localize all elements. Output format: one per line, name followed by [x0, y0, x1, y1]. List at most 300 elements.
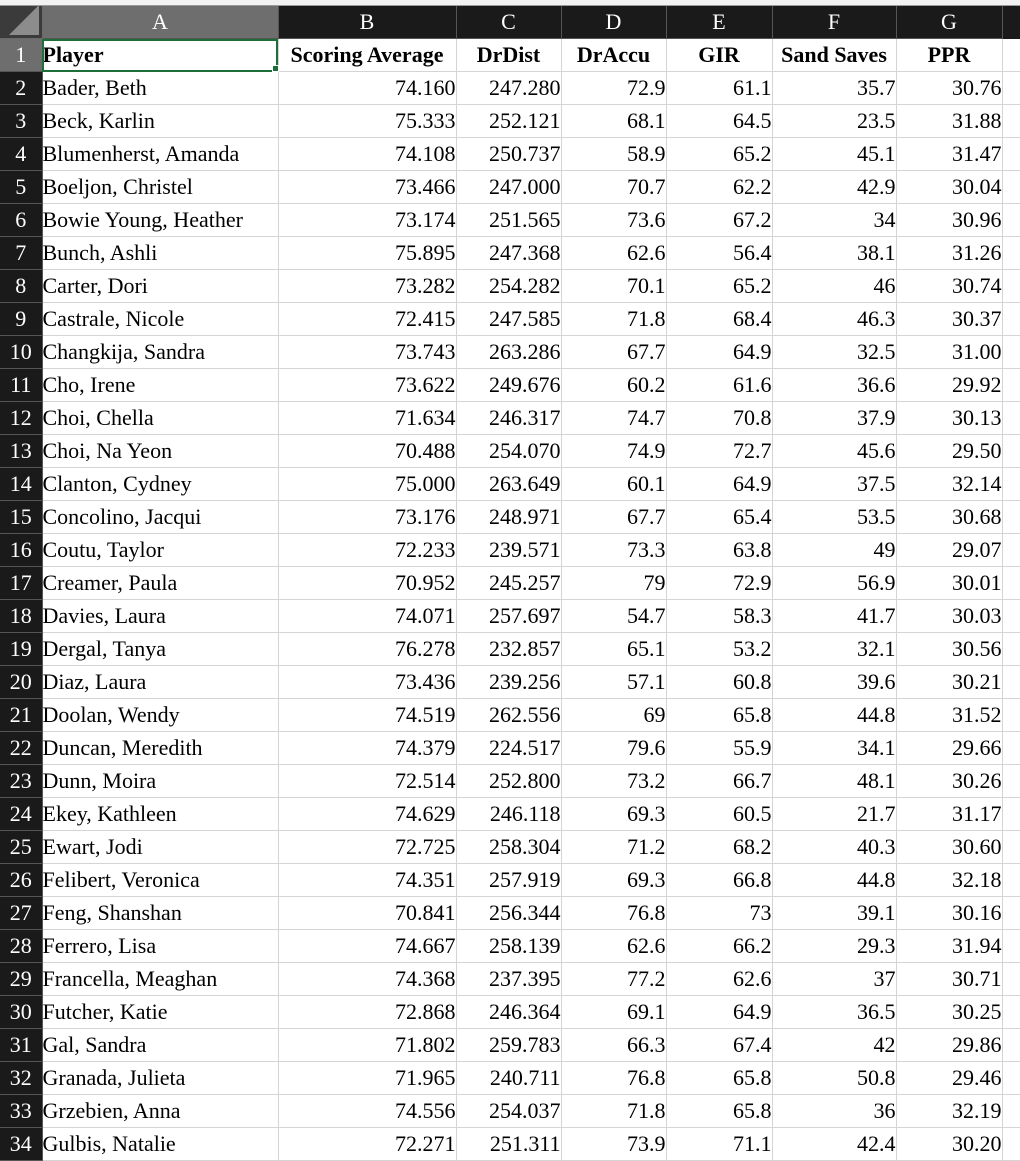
numeric-cell[interactable]: 75.333 [278, 105, 456, 138]
numeric-cell[interactable]: 60.1 [561, 468, 666, 501]
player-name-cell[interactable]: Davies, Laura [42, 600, 278, 633]
numeric-cell[interactable]: 53.5 [772, 501, 896, 534]
numeric-cell[interactable]: 263.286 [456, 336, 561, 369]
numeric-cell[interactable]: 259.783 [456, 1029, 561, 1062]
player-name-cell[interactable]: Castrale, Nicole [42, 303, 278, 336]
numeric-cell[interactable]: 74.108 [278, 138, 456, 171]
numeric-cell[interactable]: 246.118 [456, 798, 561, 831]
numeric-cell[interactable]: 21.7 [772, 798, 896, 831]
player-name-cell[interactable]: Gal, Sandra [42, 1029, 278, 1062]
numeric-cell[interactable]: 32.19 [896, 1095, 1002, 1128]
numeric-cell[interactable]: 73.9 [561, 1128, 666, 1161]
column-header-g[interactable]: G [896, 6, 1002, 39]
numeric-cell[interactable]: 72.9 [666, 567, 772, 600]
player-name-cell[interactable]: Futcher, Katie [42, 996, 278, 1029]
numeric-cell[interactable]: 65.2 [666, 270, 772, 303]
player-name-cell[interactable]: Beck, Karlin [42, 105, 278, 138]
numeric-cell[interactable]: 37.5 [772, 468, 896, 501]
row-header[interactable]: 26 [0, 864, 42, 897]
numeric-cell[interactable]: 73.622 [278, 369, 456, 402]
fill-handle[interactable] [272, 65, 279, 72]
numeric-cell[interactable]: 72.725 [278, 831, 456, 864]
player-name-cell[interactable]: Cho, Irene [42, 369, 278, 402]
numeric-cell[interactable]: 29.92 [896, 369, 1002, 402]
numeric-cell[interactable]: 249.676 [456, 369, 561, 402]
player-name-cell[interactable]: Ewart, Jodi [42, 831, 278, 864]
player-name-cell[interactable]: Felibert, Veronica [42, 864, 278, 897]
numeric-cell[interactable]: 31.26 [896, 237, 1002, 270]
player-name-cell[interactable]: Gulbis, Natalie [42, 1128, 278, 1161]
numeric-cell[interactable]: 66.2 [666, 930, 772, 963]
numeric-cell[interactable]: 256.344 [456, 897, 561, 930]
filler-cell [1002, 600, 1020, 633]
numeric-cell[interactable]: 64.5 [666, 105, 772, 138]
numeric-cell[interactable]: 30.74 [896, 270, 1002, 303]
numeric-cell[interactable]: 55.9 [666, 732, 772, 765]
numeric-cell[interactable]: 65.4 [666, 501, 772, 534]
numeric-cell[interactable]: 68.4 [666, 303, 772, 336]
numeric-cell[interactable]: 30.01 [896, 567, 1002, 600]
numeric-cell[interactable]: 39.6 [772, 666, 896, 699]
player-name-cell[interactable]: Changkija, Sandra [42, 336, 278, 369]
numeric-cell[interactable]: 69.3 [561, 798, 666, 831]
numeric-cell[interactable]: 42 [772, 1029, 896, 1062]
player-name-cell[interactable]: Bowie Young, Heather [42, 204, 278, 237]
row-header[interactable]: 22 [0, 732, 42, 765]
numeric-cell[interactable]: 44.8 [772, 864, 896, 897]
header-cell[interactable] [278, 39, 456, 72]
numeric-cell[interactable]: 46.3 [772, 303, 896, 336]
numeric-cell[interactable]: 56.9 [772, 567, 896, 600]
numeric-cell[interactable]: 30.60 [896, 831, 1002, 864]
numeric-cell[interactable]: 247.368 [456, 237, 561, 270]
numeric-cell[interactable]: 31.47 [896, 138, 1002, 171]
row-header[interactable]: 11 [0, 369, 42, 402]
row-header[interactable]: 9 [0, 303, 42, 336]
row-header[interactable]: 29 [0, 963, 42, 996]
filler-cell [1002, 1095, 1020, 1128]
column-header-e[interactable]: E [666, 6, 772, 39]
header-cell[interactable] [561, 39, 666, 72]
row-header[interactable]: 18 [0, 600, 42, 633]
numeric-cell[interactable]: 32.18 [896, 864, 1002, 897]
numeric-cell[interactable]: 254.282 [456, 270, 561, 303]
numeric-cell[interactable]: 71.2 [561, 831, 666, 864]
player-name-cell[interactable]: Francella, Meaghan [42, 963, 278, 996]
numeric-cell[interactable]: 38.1 [772, 237, 896, 270]
numeric-cell[interactable]: 60.2 [561, 369, 666, 402]
numeric-cell[interactable]: 250.737 [456, 138, 561, 171]
column-header-b[interactable]: B [278, 6, 456, 39]
numeric-cell[interactable]: 237.395 [456, 963, 561, 996]
row-header[interactable]: 28 [0, 930, 42, 963]
row-header[interactable]: 33 [0, 1095, 42, 1128]
numeric-cell[interactable]: 245.257 [456, 567, 561, 600]
numeric-cell[interactable]: 232.857 [456, 633, 561, 666]
numeric-cell[interactable]: 74.160 [278, 72, 456, 105]
row-header[interactable]: 3 [0, 105, 42, 138]
numeric-cell[interactable]: 247.280 [456, 72, 561, 105]
numeric-cell[interactable]: 72.271 [278, 1128, 456, 1161]
numeric-cell[interactable]: 257.919 [456, 864, 561, 897]
numeric-cell[interactable]: 31.88 [896, 105, 1002, 138]
player-name-cell[interactable]: Concolino, Jacqui [42, 501, 278, 534]
row-header[interactable]: 14 [0, 468, 42, 501]
numeric-cell[interactable]: 251.565 [456, 204, 561, 237]
filler-cell [1002, 930, 1020, 963]
numeric-cell[interactable]: 74.351 [278, 864, 456, 897]
table-row [0, 468, 1020, 501]
numeric-cell[interactable]: 30.04 [896, 171, 1002, 204]
numeric-cell[interactable]: 75.895 [278, 237, 456, 270]
numeric-cell[interactable]: 74.667 [278, 930, 456, 963]
column-header-d[interactable]: D [561, 6, 666, 39]
header-cell[interactable] [896, 39, 1002, 72]
table-row [0, 699, 1020, 732]
numeric-cell[interactable]: 30.76 [896, 72, 1002, 105]
row-header[interactable]: 19 [0, 633, 42, 666]
numeric-cell[interactable]: 73.466 [278, 171, 456, 204]
numeric-cell[interactable]: 29.46 [896, 1062, 1002, 1095]
numeric-cell[interactable]: 50.8 [772, 1062, 896, 1095]
numeric-cell[interactable]: 70.952 [278, 567, 456, 600]
numeric-cell[interactable]: 65.1 [561, 633, 666, 666]
row-header[interactable]: 27 [0, 897, 42, 930]
numeric-cell[interactable]: 73.3 [561, 534, 666, 567]
numeric-cell[interactable]: 48.1 [772, 765, 896, 798]
numeric-cell[interactable]: 61.1 [666, 72, 772, 105]
table-row [0, 534, 1020, 567]
player-name-cell[interactable]: Diaz, Laura [42, 666, 278, 699]
numeric-cell[interactable]: 254.037 [456, 1095, 561, 1128]
numeric-cell[interactable]: 72.233 [278, 534, 456, 567]
numeric-cell[interactable]: 246.364 [456, 996, 561, 1029]
row-header[interactable]: 23 [0, 765, 42, 798]
active-cell[interactable] [42, 39, 278, 72]
numeric-cell[interactable]: 67.7 [561, 501, 666, 534]
numeric-cell[interactable]: 71.965 [278, 1062, 456, 1095]
header-cell-text: Scoring Average [290, 42, 444, 67]
numeric-cell[interactable]: 70.488 [278, 435, 456, 468]
player-name-cell[interactable]: Ekey, Kathleen [42, 798, 278, 831]
filler-cell [1002, 204, 1020, 237]
row-header[interactable]: 15 [0, 501, 42, 534]
numeric-cell[interactable]: 67.4 [666, 1029, 772, 1062]
filler-cell [1002, 105, 1020, 138]
numeric-cell[interactable]: 36.6 [772, 369, 896, 402]
numeric-cell[interactable]: 77.2 [561, 963, 666, 996]
row-header[interactable]: 4 [0, 138, 42, 171]
numeric-cell[interactable]: 70.7 [561, 171, 666, 204]
numeric-cell[interactable]: 42.9 [772, 171, 896, 204]
numeric-cell[interactable]: 31.94 [896, 930, 1002, 963]
numeric-cell[interactable]: 73.176 [278, 501, 456, 534]
numeric-cell[interactable]: 66.7 [666, 765, 772, 798]
numeric-cell[interactable]: 29.86 [896, 1029, 1002, 1062]
header-cell[interactable] [666, 39, 772, 72]
numeric-cell[interactable]: 65.8 [666, 1095, 772, 1128]
player-name-cell[interactable]: Bader, Beth [42, 72, 278, 105]
numeric-cell[interactable]: 70.841 [278, 897, 456, 930]
numeric-cell[interactable]: 69.1 [561, 996, 666, 1029]
numeric-cell[interactable]: 246.317 [456, 402, 561, 435]
numeric-cell[interactable]: 32.14 [896, 468, 1002, 501]
numeric-cell[interactable]: 71.802 [278, 1029, 456, 1062]
numeric-cell[interactable]: 66.3 [561, 1029, 666, 1062]
column-header-c[interactable]: C [456, 6, 561, 39]
numeric-cell[interactable]: 79.6 [561, 732, 666, 765]
numeric-cell[interactable]: 44.8 [772, 699, 896, 732]
table-row [0, 666, 1020, 699]
numeric-cell[interactable]: 68.2 [666, 831, 772, 864]
numeric-cell[interactable]: 74.9 [561, 435, 666, 468]
row-header[interactable]: 17 [0, 567, 42, 600]
numeric-cell[interactable]: 252.800 [456, 765, 561, 798]
numeric-cell[interactable]: 74.379 [278, 732, 456, 765]
numeric-cell[interactable]: 71.8 [561, 1095, 666, 1128]
numeric-cell[interactable]: 58.9 [561, 138, 666, 171]
header-cell-text: PPR [927, 42, 971, 67]
row-header[interactable]: 31 [0, 1029, 42, 1062]
numeric-cell[interactable]: 41.7 [772, 600, 896, 633]
numeric-cell[interactable]: 31.00 [896, 336, 1002, 369]
numeric-cell[interactable]: 61.6 [666, 369, 772, 402]
numeric-cell[interactable]: 42.4 [772, 1128, 896, 1161]
numeric-cell[interactable]: 29.3 [772, 930, 896, 963]
numeric-cell[interactable]: 247.000 [456, 171, 561, 204]
numeric-cell[interactable]: 263.649 [456, 468, 561, 501]
player-name-cell[interactable]: Creamer, Paula [42, 567, 278, 600]
row-header[interactable]: 32 [0, 1062, 42, 1095]
numeric-cell[interactable]: 34.1 [772, 732, 896, 765]
numeric-cell[interactable]: 224.517 [456, 732, 561, 765]
numeric-cell[interactable]: 240.711 [456, 1062, 561, 1095]
numeric-cell[interactable]: 71.8 [561, 303, 666, 336]
numeric-cell[interactable]: 30.25 [896, 996, 1002, 1029]
numeric-cell[interactable]: 67.2 [666, 204, 772, 237]
row-header[interactable]: 6 [0, 204, 42, 237]
row-header[interactable]: 5 [0, 171, 42, 204]
numeric-cell[interactable]: 37.9 [772, 402, 896, 435]
row-header[interactable]: 30 [0, 996, 42, 1029]
row-header[interactable]: 24 [0, 798, 42, 831]
numeric-cell[interactable]: 76.278 [278, 633, 456, 666]
row-header[interactable]: 16 [0, 534, 42, 567]
numeric-cell[interactable]: 40.3 [772, 831, 896, 864]
player-name-cell[interactable]: Carter, Dori [42, 270, 278, 303]
numeric-cell[interactable]: 72.868 [278, 996, 456, 1029]
numeric-cell[interactable]: 49 [772, 534, 896, 567]
numeric-cell[interactable]: 65.8 [666, 699, 772, 732]
player-name-cell[interactable]: Dergal, Tanya [42, 633, 278, 666]
numeric-cell[interactable]: 62.6 [561, 930, 666, 963]
numeric-cell[interactable]: 30.26 [896, 765, 1002, 798]
numeric-cell[interactable]: 53.2 [666, 633, 772, 666]
player-name-cell[interactable]: Doolan, Wendy [42, 699, 278, 732]
numeric-cell[interactable]: 45.6 [772, 435, 896, 468]
numeric-cell[interactable]: 70.1 [561, 270, 666, 303]
numeric-cell[interactable]: 69.3 [561, 864, 666, 897]
numeric-cell[interactable]: 31.52 [896, 699, 1002, 732]
player-name-cell[interactable]: Duncan, Meredith [42, 732, 278, 765]
numeric-cell[interactable]: 70.8 [666, 402, 772, 435]
numeric-cell[interactable]: 35.7 [772, 72, 896, 105]
numeric-cell[interactable]: 76.8 [561, 897, 666, 930]
filler-cell [1002, 798, 1020, 831]
numeric-cell[interactable]: 74.629 [278, 798, 456, 831]
numeric-cell[interactable]: 39.1 [772, 897, 896, 930]
numeric-cell[interactable]: 32.1 [772, 633, 896, 666]
numeric-cell[interactable]: 72.7 [666, 435, 772, 468]
numeric-cell[interactable]: 34 [772, 204, 896, 237]
numeric-cell[interactable]: 68.1 [561, 105, 666, 138]
player-name-cell[interactable]: Ferrero, Lisa [42, 930, 278, 963]
numeric-cell[interactable]: 64.9 [666, 468, 772, 501]
numeric-cell[interactable]: 60.5 [666, 798, 772, 831]
row-header[interactable]: 34 [0, 1128, 42, 1161]
numeric-cell[interactable]: 32.5 [772, 336, 896, 369]
numeric-cell[interactable]: 73.436 [278, 666, 456, 699]
row-header[interactable]: 13 [0, 435, 42, 468]
numeric-cell[interactable]: 72.415 [278, 303, 456, 336]
filler-cell [1002, 633, 1020, 666]
numeric-cell[interactable]: 71.634 [278, 402, 456, 435]
row-header[interactable]: 1 [0, 39, 42, 72]
numeric-cell[interactable]: 73.6 [561, 204, 666, 237]
numeric-cell[interactable]: 31.17 [896, 798, 1002, 831]
player-name-cell[interactable]: Blumenherst, Amanda [42, 138, 278, 171]
numeric-cell[interactable]: 58.3 [666, 600, 772, 633]
header-cell[interactable] [456, 39, 561, 72]
spreadsheet-grid [0, 6, 1020, 1161]
numeric-cell[interactable]: 56.4 [666, 237, 772, 270]
numeric-cell[interactable]: 65.2 [666, 138, 772, 171]
player-name-cell[interactable]: Bunch, Ashli [42, 237, 278, 270]
numeric-cell[interactable]: 30.96 [896, 204, 1002, 237]
numeric-cell[interactable]: 64.9 [666, 996, 772, 1029]
numeric-cell[interactable]: 36.5 [772, 996, 896, 1029]
numeric-cell[interactable]: 74.368 [278, 963, 456, 996]
grid-body [0, 39, 1020, 1161]
player-name-cell[interactable]: Feng, Shanshan [42, 897, 278, 930]
numeric-cell[interactable]: 248.971 [456, 501, 561, 534]
row-header[interactable]: 20 [0, 666, 42, 699]
player-name-cell[interactable]: Granada, Julieta [42, 1062, 278, 1095]
numeric-cell[interactable]: 30.56 [896, 633, 1002, 666]
numeric-cell[interactable]: 64.9 [666, 336, 772, 369]
filler-cell [1002, 534, 1020, 567]
row-header[interactable]: 10 [0, 336, 42, 369]
numeric-cell[interactable]: 62.2 [666, 171, 772, 204]
numeric-cell[interactable]: 62.6 [666, 963, 772, 996]
table-row [0, 567, 1020, 600]
numeric-cell[interactable]: 74.519 [278, 699, 456, 732]
numeric-cell[interactable]: 29.07 [896, 534, 1002, 567]
player-name-cell[interactable]: Grzebien, Anna [42, 1095, 278, 1128]
numeric-cell[interactable]: 30.13 [896, 402, 1002, 435]
numeric-cell[interactable]: 262.556 [456, 699, 561, 732]
column-header-f[interactable]: F [772, 6, 896, 39]
player-name-cell[interactable]: Clanton, Cydney [42, 468, 278, 501]
numeric-cell[interactable]: 69 [561, 699, 666, 732]
numeric-cell[interactable]: 258.139 [456, 930, 561, 963]
numeric-cell[interactable]: 57.1 [561, 666, 666, 699]
numeric-cell[interactable]: 72.514 [278, 765, 456, 798]
row-header[interactable]: 12 [0, 402, 42, 435]
numeric-cell[interactable]: 75.000 [278, 468, 456, 501]
player-name-cell[interactable]: Coutu, Taylor [42, 534, 278, 567]
numeric-cell[interactable]: 30.71 [896, 963, 1002, 996]
numeric-cell[interactable]: 30.37 [896, 303, 1002, 336]
numeric-cell[interactable]: 30.16 [896, 897, 1002, 930]
numeric-cell[interactable]: 74.071 [278, 600, 456, 633]
numeric-cell[interactable]: 36 [772, 1095, 896, 1128]
table-row [0, 105, 1020, 138]
row-header[interactable]: 7 [0, 237, 42, 270]
numeric-cell[interactable]: 54.7 [561, 600, 666, 633]
numeric-cell[interactable]: 30.20 [896, 1128, 1002, 1161]
numeric-cell[interactable]: 79 [561, 567, 666, 600]
numeric-cell[interactable]: 30.03 [896, 600, 1002, 633]
numeric-cell[interactable]: 74.556 [278, 1095, 456, 1128]
column-header-a[interactable]: A [42, 6, 278, 39]
numeric-cell[interactable]: 251.311 [456, 1128, 561, 1161]
numeric-cell[interactable]: 65.8 [666, 1062, 772, 1095]
numeric-cell[interactable]: 72.9 [561, 72, 666, 105]
numeric-cell[interactable]: 60.8 [666, 666, 772, 699]
numeric-cell[interactable]: 67.7 [561, 336, 666, 369]
numeric-cell[interactable]: 73 [666, 897, 772, 930]
numeric-cell[interactable]: 73.282 [278, 270, 456, 303]
numeric-cell[interactable]: 258.304 [456, 831, 561, 864]
numeric-cell[interactable]: 37 [772, 963, 896, 996]
select-all-button[interactable] [0, 6, 42, 39]
numeric-cell[interactable]: 74.7 [561, 402, 666, 435]
numeric-cell[interactable]: 257.697 [456, 600, 561, 633]
numeric-cell[interactable]: 254.070 [456, 435, 561, 468]
numeric-cell[interactable]: 247.585 [456, 303, 561, 336]
numeric-cell[interactable]: 239.256 [456, 666, 561, 699]
numeric-cell[interactable]: 66.8 [666, 864, 772, 897]
numeric-cell[interactable]: 29.66 [896, 732, 1002, 765]
numeric-cell[interactable]: 45.1 [772, 138, 896, 171]
numeric-cell[interactable]: 29.50 [896, 435, 1002, 468]
numeric-cell[interactable]: 71.1 [666, 1128, 772, 1161]
numeric-cell[interactable]: 73.743 [278, 336, 456, 369]
numeric-cell[interactable]: 239.571 [456, 534, 561, 567]
player-name-cell[interactable]: Dunn, Moira [42, 765, 278, 798]
numeric-cell[interactable]: 73.174 [278, 204, 456, 237]
numeric-cell[interactable]: 63.8 [666, 534, 772, 567]
numeric-cell[interactable]: 76.8 [561, 1062, 666, 1095]
row-header[interactable]: 8 [0, 270, 42, 303]
numeric-cell[interactable]: 73.2 [561, 765, 666, 798]
player-name-cell[interactable]: Boeljon, Christel [42, 171, 278, 204]
numeric-cell[interactable]: 23.5 [772, 105, 896, 138]
row-header[interactable]: 21 [0, 699, 42, 732]
numeric-cell[interactable]: 30.21 [896, 666, 1002, 699]
numeric-cell[interactable]: 46 [772, 270, 896, 303]
table-row [0, 633, 1020, 666]
numeric-cell[interactable]: 252.121 [456, 105, 561, 138]
row-header[interactable]: 25 [0, 831, 42, 864]
player-name-cell[interactable]: Choi, Na Yeon [42, 435, 278, 468]
numeric-cell[interactable]: 62.6 [561, 237, 666, 270]
player-name-cell[interactable]: Choi, Chella [42, 402, 278, 435]
row-header[interactable]: 2 [0, 72, 42, 105]
numeric-cell[interactable]: 30.68 [896, 501, 1002, 534]
header-cell[interactable] [772, 39, 896, 72]
